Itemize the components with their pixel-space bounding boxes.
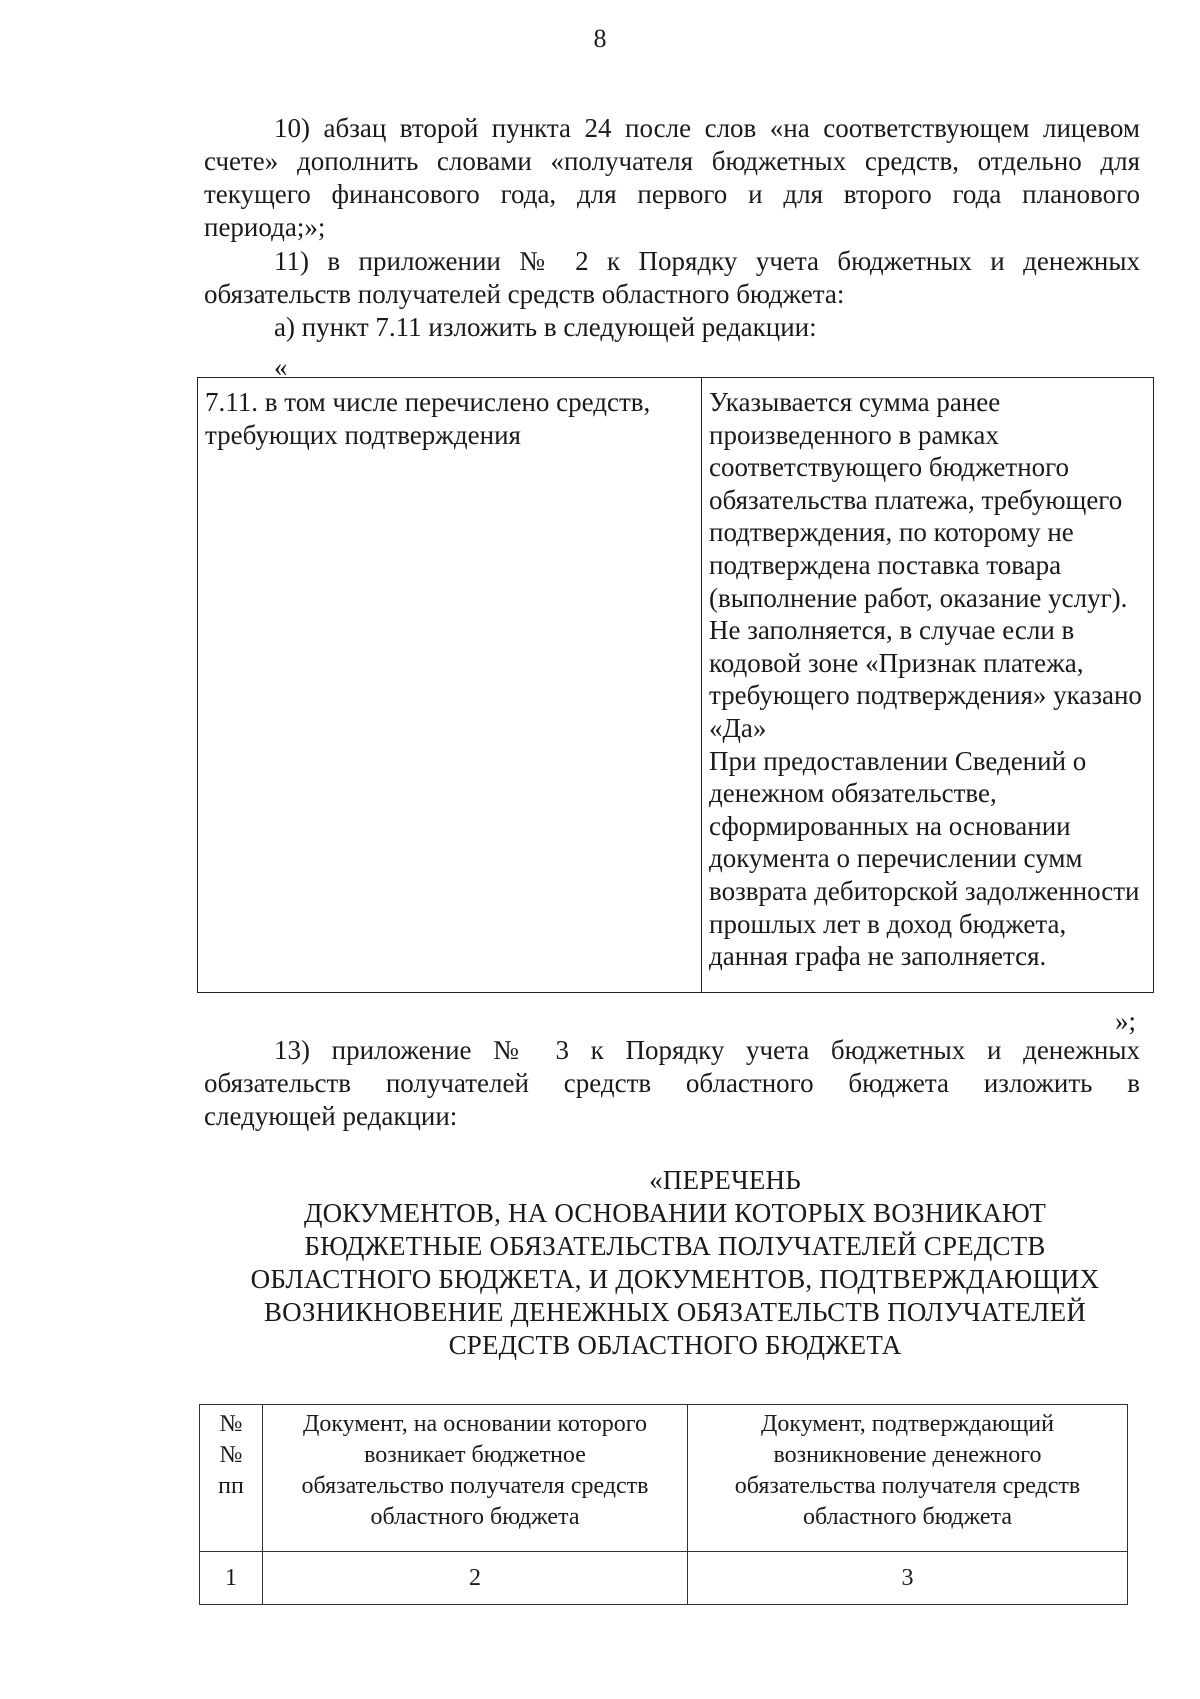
column-number-row [200,1552,1128,1605]
header-line: областного бюджета [370,1504,580,1530]
text-line: 11) в приложении № 2 к Порядку учета бюджетных и денежных [274,246,1140,276]
column-number: 2 [263,1552,688,1605]
header-line: № [219,1442,243,1468]
cell-line: (выполнение работ, оказание услуг). [709,582,1128,613]
table-row [198,378,1154,993]
cell-line: подтверждения, по которому не [709,517,1074,548]
text-line: 13) приложение № 3 к Порядку учета бюджетных и денежных [274,1035,1140,1065]
heading-line: ОБЛАСТНОГО БЮДЖЕТА, И ДОКУМЕНТОВ, ПОДТВЕРЖДАЮЩИХ [250,1264,1100,1294]
column-header-confirming-document [688,1405,1128,1552]
header-line: № [219,1411,243,1437]
cell-line: соответствующего бюджетного [709,452,1070,483]
paragraph-10 [204,112,1140,244]
header-line: возникновение денежного [773,1442,1042,1468]
header-line: обязательства получателя средств [734,1473,1081,1499]
text-line: текущего финансового года, для первого и для второго года планового [204,179,1140,209]
cell-line: Не заполняется, в случае если в [709,615,1075,646]
header-line: обязательство получателя средств [301,1473,649,1499]
header-line: возникает бюджетное [364,1442,586,1468]
closing-quote: »; [1115,1006,1137,1036]
header-line: пп [218,1473,244,1499]
header-line: Документ, на основании которого [302,1411,648,1437]
paragraph-13 [204,1034,1140,1133]
item-description-cell [702,378,1154,993]
cell-line: документа о перечислении сумм [709,843,1083,874]
column-number: 3 [688,1552,1128,1605]
text-line: 10) абзац второй пункта 24 после слов «на соответствующем лицевом [274,113,1140,143]
text-line: обязательств получателей средств областного бюджета изложить в [204,1068,1140,1098]
cell-line: При предоставлении Сведений о [709,745,1087,776]
cell-line: подтверждена поставка товара [709,549,1062,580]
opening-quote: « [274,352,288,382]
heading-line: ВОЗНИКНОВЕНИЕ ДЕНЕЖНЫХ ОБЯЗАТЕЛЬСТВ ПОЛУЧАТЕЛЕЙ [263,1297,1087,1327]
text-line: периода;»; [204,212,326,242]
text-line: следующей редакции: [204,1101,458,1131]
header-line: областного бюджета [803,1504,1012,1530]
cell-line: данная графа не заполняется. [709,941,1047,972]
column-header-number [200,1405,263,1552]
cell-line: обязательства платежа, требующего [709,484,1123,515]
cell-line: произведенного в рамках [709,419,999,450]
page-number: 8 [593,24,607,53]
cell-line: 7.11. в том числе перечислено средств, [205,387,651,417]
column-header-basis-document [263,1405,688,1552]
heading-line: СРЕДСТВ ОБЛАСТНОГО БЮДЖЕТА [448,1330,902,1360]
heading-line: ДОКУМЕНТОВ, НА ОСНОВАНИИ КОТОРЫХ ВОЗНИКАЮТ [303,1198,1047,1228]
cell-line: денежном обязательстве, [709,778,997,809]
documents-table [199,1404,1128,1605]
list-heading [200,1164,1150,1362]
table-header-row [200,1405,1128,1552]
header-line: Документ, подтверждающий [761,1411,1054,1437]
item-7-11-table [197,377,1154,993]
cell-line: сформированных на основании [709,810,1071,841]
text-line: обязательств получателей средств областного бюджета: [204,279,845,309]
cell-line: требующих подтверждения [205,419,521,450]
cell-line: «Да» [709,712,767,743]
column-number: 1 [200,1552,263,1605]
subparagraph-a: а) пункт 7.11 изложить в следующей редакции: [274,312,817,342]
cell-line: кодовой зоне «Признак платежа, [709,647,1084,678]
text-line: счете» дополнить словами «получателя бюджетных средств, отдельно для [204,146,1140,176]
heading-line: БЮДЖЕТНЫЕ ОБЯЗАТЕЛЬСТВА ПОЛУЧАТЕЛЕЙ СРЕДСТВ [304,1231,1046,1261]
cell-line: возврата дебиторской задолженности [709,875,1140,906]
heading-line: «ПЕРЕЧЕНЬ [649,1165,801,1195]
cell-line: требующего подтверждения» указано [709,680,1142,711]
cell-line: прошлых лет в доход бюджета, [709,908,1067,939]
item-label-cell [198,378,702,993]
cell-line: Указывается сумма ранее [709,387,1001,417]
paragraph-11 [204,245,1140,344]
